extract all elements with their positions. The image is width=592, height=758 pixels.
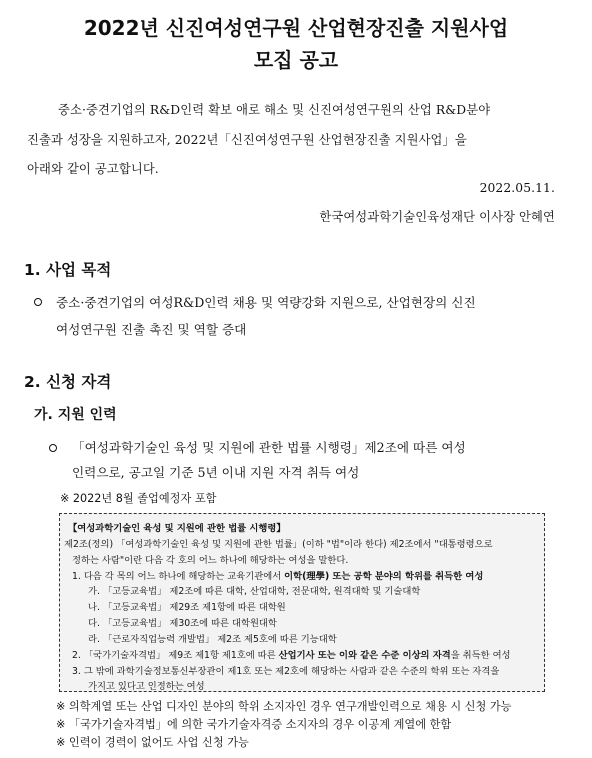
- section-2-line-2: 인력으로, 공고일 기준 5년 이내 지원 자격 취득 여성: [72, 465, 360, 480]
- announcement-date: 2022.05.11.: [479, 181, 555, 195]
- law-box-item-3-line2: 가지고 있다고 인정하는 여성: [88, 681, 205, 692]
- law-excerpt-box: [59, 513, 545, 692]
- law-box-item-1b: 나. 「고등교육법」 제29조 제1항에 따른 대학원: [88, 602, 286, 613]
- note-national-cert: ※ 「국가기술자격법」에 의한 국가기술자격증 소지자의 경우 이공계 계열에 한함: [56, 718, 452, 731]
- bullet-circle-icon: [34, 298, 42, 306]
- law-box-item-1d: 라. 「근로자직업능력 개발법」 제2조 제5호에 따른 기능대학: [88, 634, 337, 645]
- note-graduates: ※ 2022년 8월 졸업예정자 포함: [60, 492, 217, 505]
- intro-line-2: 진출과 성장을 지원하고자, 2022년「신진여성연구원 산업현장진출 지원사업」을: [27, 133, 467, 147]
- section-2-line-1: 「여성과학기술인 육성 및 지원에 관한 법률 시행령」제2조에 따른 여성: [72, 440, 466, 455]
- intro-line-3: 아래와 같이 공고합니다.: [27, 162, 159, 176]
- law-box-item-1: [72, 568, 483, 582]
- section-2-subheading: 가. 지원 인력: [34, 407, 117, 423]
- section-2-heading: 2. 신청 자격: [24, 373, 112, 391]
- law-box-item-2-suffix: 을 취득한 여성: [450, 650, 511, 661]
- law-box-item-1-text: 1. 다음 각 목의 어느 하나에 해당하는 교육기관에서: [72, 571, 285, 582]
- announcement-signature: 한국여성과학기술인육성재단 이사장 안혜연: [319, 210, 555, 224]
- law-box-item-1c: 다. 「고등교육법」 제30조에 따른 대학원대학: [88, 618, 277, 629]
- section-1-line-2: 여성연구원 진출 촉진 및 역할 증대: [56, 322, 247, 337]
- law-box-item-2-emphasis: 산업기사 또는 이와 같은 수준 이상의 자격: [278, 650, 451, 661]
- document-subtitle: 모집 공고: [253, 48, 339, 72]
- law-box-p1-line1: 제2조(정의) 「여성과학기술인 육성 및 지원에 관한 법률」(이하 "법"이라 한다) 제2조에서 "대통령령으로: [64, 539, 493, 550]
- law-box-item-2: [72, 647, 511, 661]
- law-box-item-1a: 가. 「고등교육법」 제2조에 따른 대학, 산업대학, 전문대학, 원격대학 및 기술대학: [88, 586, 421, 597]
- document-title: 2022년 신진여성연구원 산업현장진출 지원사업: [83, 16, 509, 40]
- law-box-p1-line2: 정하는 사람"이란 다음 각 호의 어느 하나에 해당하는 여성을 말한다.: [72, 555, 349, 566]
- law-box-title: 【여성과학기술인 육성 및 지원에 관한 법률 시행령】: [68, 523, 286, 534]
- section-1-line-1: 중소·중견기업의 여성R&D인력 채용 및 역량강화 지원으로, 산업현장의 신진: [56, 295, 476, 310]
- note-no-experience: ※ 인력이 경력이 없어도 사업 신청 가능: [56, 736, 249, 749]
- bullet-circle-icon: [49, 444, 57, 452]
- intro-line-1: 중소·중견기업의 R&D인력 확보 애로 해소 및 신진여성연구원의 산업 R&D분야: [58, 103, 491, 117]
- note-medical-design: ※ 의학계열 또는 산업 디자인 분야의 학위 소지자인 경우 연구개발인력으로 채용 시 신청 가능: [56, 700, 512, 713]
- law-box-item-1-emphasis: 이학(理學) 또는 공학 분야의 학위를 취득한 여성: [284, 571, 484, 582]
- law-box-item-3-line1: 3. 그 밖에 과학기술정보통신부장관이 제1호 또는 제2호에 해당하는 사람과 같은 수준의 학위 또는 자격을: [72, 666, 500, 677]
- section-1-heading: 1. 사업 목적: [24, 261, 112, 279]
- law-box-item-2-text: 2. 「국가기술자격법」 제9조 제1항 제1호에 따른: [72, 650, 279, 661]
